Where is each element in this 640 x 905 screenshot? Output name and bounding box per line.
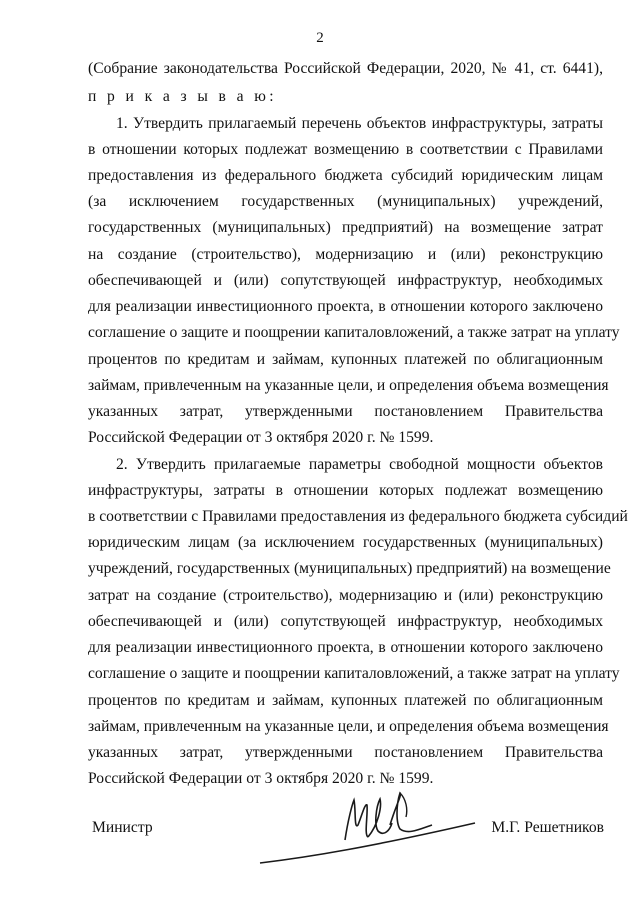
signatory-name: М.Г. Решетников (491, 819, 604, 836)
text-line: указанных затрат, утвержденными постановлением Правительства (88, 744, 603, 761)
text-line: на создание (строительство), модернизацию и (или) реконструкцию (88, 246, 603, 263)
text-line: учреждений, государственных (муниципальных) предприятий) на возмещение (88, 560, 611, 577)
text-line: 2. Утвердить прилагаемые параметры свободной мощности объектов (116, 456, 603, 473)
text-line: предоставления из федерального бюджета субсидий юридическим лицам (88, 167, 603, 184)
text-line: обеспечивающей и (или) сопутствующей инфраструктур, необходимых (88, 272, 603, 289)
text-line: для реализации инвестиционного проекта, в отношении которого заключено (88, 298, 603, 315)
text-line: займам, привлеченным на указанные цели, и определения объема возмещения (88, 377, 609, 394)
text-line: государственных (муниципальных) предприятий) на возмещение затрат (88, 219, 603, 236)
text-line: для реализации инвестиционного проекта, в отношении которого заключено (88, 639, 603, 656)
text-line: займам, привлеченным на указанные цели, и определения объема возмещения (88, 718, 609, 735)
text-line: инфраструктуры, затраты в отношении которых подлежат возмещению (88, 482, 603, 499)
text-line: указанных затрат, утвержденными постановлением Правительства (88, 403, 603, 420)
text-line: процентов по кредитам и займам, купонных платежей по облигационным (88, 692, 603, 709)
page-number: 2 (316, 30, 324, 46)
text-line: обеспечивающей и (или) сопутствующей инфраструктур, необходимых (88, 613, 603, 630)
text-line: Российской Федерации от 3 октября 2020 г. № 1599. (88, 429, 434, 446)
text-line: соглашение о защите и поощрении капиталовложений, а также затрат на уплату (88, 665, 620, 682)
text-line: в соответствии с Правилами предоставления из федерального бюджета субсидий (88, 508, 628, 525)
handwritten-signature-icon (250, 785, 480, 875)
text-line: затрат на создание (строительство), модернизацию и (или) реконструкцию (88, 587, 603, 604)
text-line: 1. Утвердить прилагаемый перечень объектов инфраструктуры, затраты (116, 115, 603, 132)
text-line: в отношении которых подлежат возмещению в соответствии с Правилами (88, 141, 603, 158)
text-line: юридическим лицам (за исключением государственных (муниципальных) (88, 534, 603, 551)
text-line: п р и к а з ы в а ю: (88, 88, 277, 105)
text-line: (за исключением государственных (муниципальных) учреждений, (88, 193, 603, 210)
text-line: Российской Федерации от 3 октября 2020 г. № 1599. (88, 770, 434, 787)
text-line: соглашение о защите и поощрении капиталовложений, а также затрат на уплату (88, 324, 620, 341)
text-line: процентов по кредитам и займам, купонных платежей по облигационным (88, 351, 603, 368)
text-line: (Собрание законодательства Российской Федерации, 2020, № 41, ст. 6441), (88, 60, 603, 77)
signatory-title: Министр (92, 819, 153, 836)
